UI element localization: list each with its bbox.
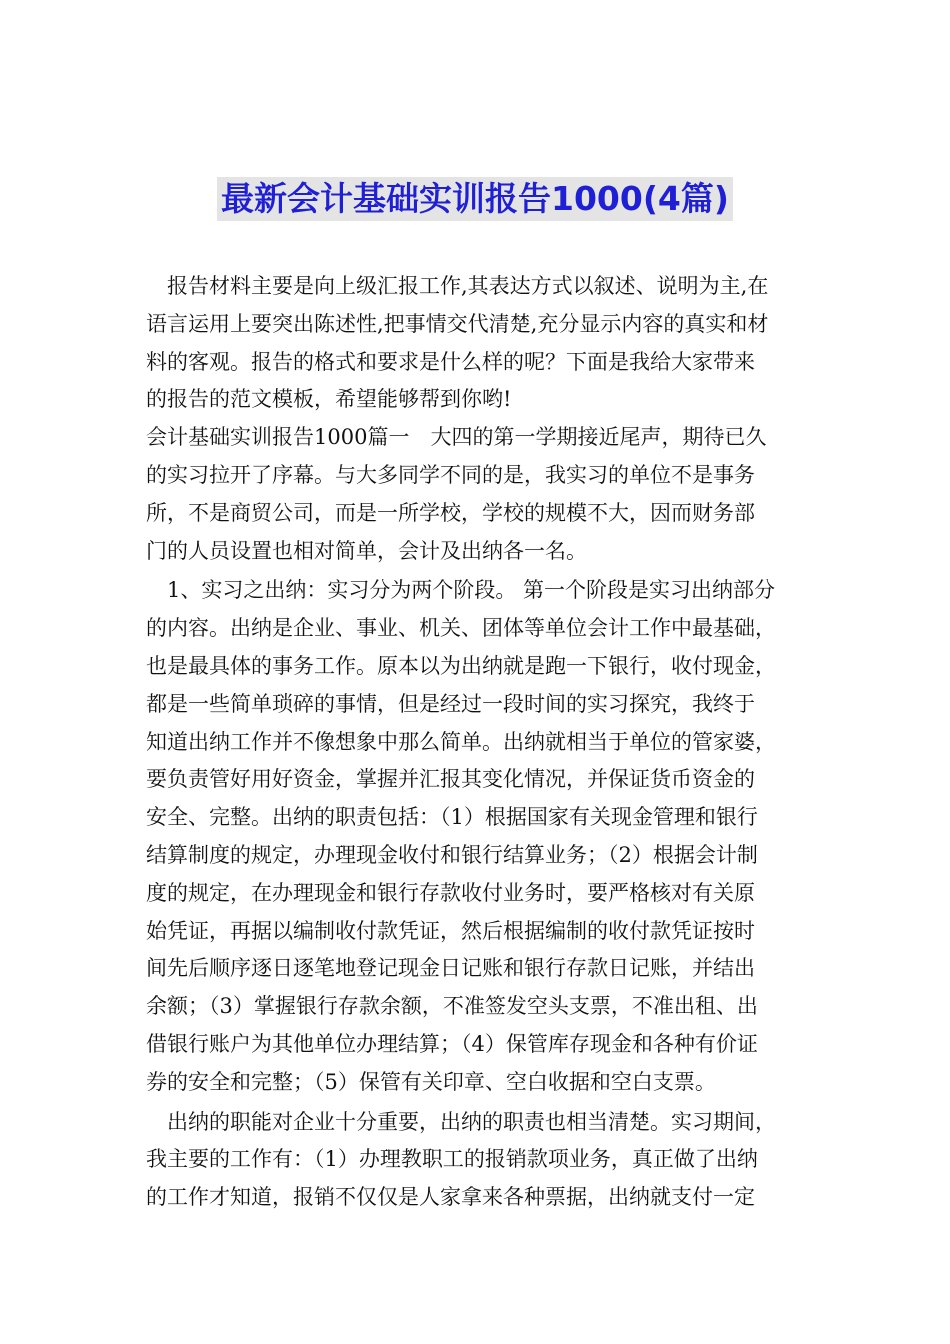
paragraph-line: 要负责管好用好资金，掌握并汇报其变化情况，并保证货币资金的 <box>146 767 755 792</box>
paragraph-line: 1、实习之出纳：实习分为两个阶段。 第一个阶段是实习出纳部分 <box>167 578 776 603</box>
paragraph-line: 间先后顺序逐日逐笔地登记现金日记账和银行存款日记账，并结出 <box>146 956 755 981</box>
paragraph-line: 始凭证，再据以编制收付款凭证，然后根据编制的收付款凭证按时 <box>146 918 755 943</box>
paragraph-line: 的实习拉开了序幕。与大多同学不同的是，我实习的单位不是事务 <box>146 462 755 487</box>
paragraph-line: 语言运用上要突出陈述性,把事情交代清楚,充分显示内容的真实和材 <box>146 311 769 336</box>
paragraph-line: 的内容。出纳是企业、事业、机关、团体等单位会计工作中最基础， <box>146 616 776 641</box>
paragraph-line: 的工作才知道，报销不仅仅是人家拿来各种票据，出纳就支付一定 <box>146 1185 755 1210</box>
paragraph-line: 也是最具体的事务工作。原本以为出纳就是跑一下银行，收付现金， <box>146 653 776 678</box>
document-body <box>146 268 810 1217</box>
paragraph-line: 知道出纳工作并不像想象中那么简单。出纳就相当于单位的管家婆， <box>146 729 776 754</box>
paragraph-line: 报告材料主要是向上级汇报工作,其表达方式以叙述、说明为主,在 <box>167 274 769 298</box>
paragraph-line: 门的人员设置也相对简单，会计及出纳各一名。 <box>146 538 587 563</box>
paragraph-line: 借银行账户为其他单位办理结算；（4）保管库存现金和各种有价证 <box>146 1031 758 1056</box>
paragraph-line: 出纳的职能对企业十分重要，出纳的职责也相当清楚。实习期间， <box>167 1109 776 1134</box>
title-container <box>0 177 950 221</box>
paragraph-line: 所，不是商贸公司，而是一所学校，学校的规模不大，因而财务部 <box>146 500 755 525</box>
paragraph-line: 券的安全和完整；（5）保管有关印章、空白收据和空白支票。 <box>146 1069 716 1094</box>
paragraph-line: 度的规定，在办理现金和银行存款收付业务时，要严格核对有关原 <box>146 880 755 905</box>
paragraph-line: 都是一些简单琐碎的事情，但是经过一段时间的实习探究，我终于 <box>146 691 755 716</box>
document-title: 最新会计基础实训报告1000(4篇) <box>217 177 733 221</box>
paragraph-line: 余额；（3）掌握银行存款余额，不准签发空头支票，不准出租、出 <box>146 994 758 1019</box>
paragraph-line: 我主要的工作有：（1）办理教职工的报销款项业务，真正做了出纳 <box>146 1147 758 1172</box>
paragraph-line: 安全、完整。出纳的职责包括：（1）根据国家有关现金管理和银行 <box>146 805 758 830</box>
paragraph-line: 会计基础实训报告1000篇一 大四的第一学期接近尾声，期待已久 <box>146 425 767 450</box>
paragraph-line: 的报告的范文模板，希望能够帮到你哟! <box>146 387 512 412</box>
paragraph-line: 结算制度的规定，办理现金收付和银行结算业务；（2）根据会计制 <box>146 842 758 867</box>
paragraph-line: 料的客观。报告的格式和要求是什么样的呢？下面是我给大家带来 <box>146 349 755 374</box>
